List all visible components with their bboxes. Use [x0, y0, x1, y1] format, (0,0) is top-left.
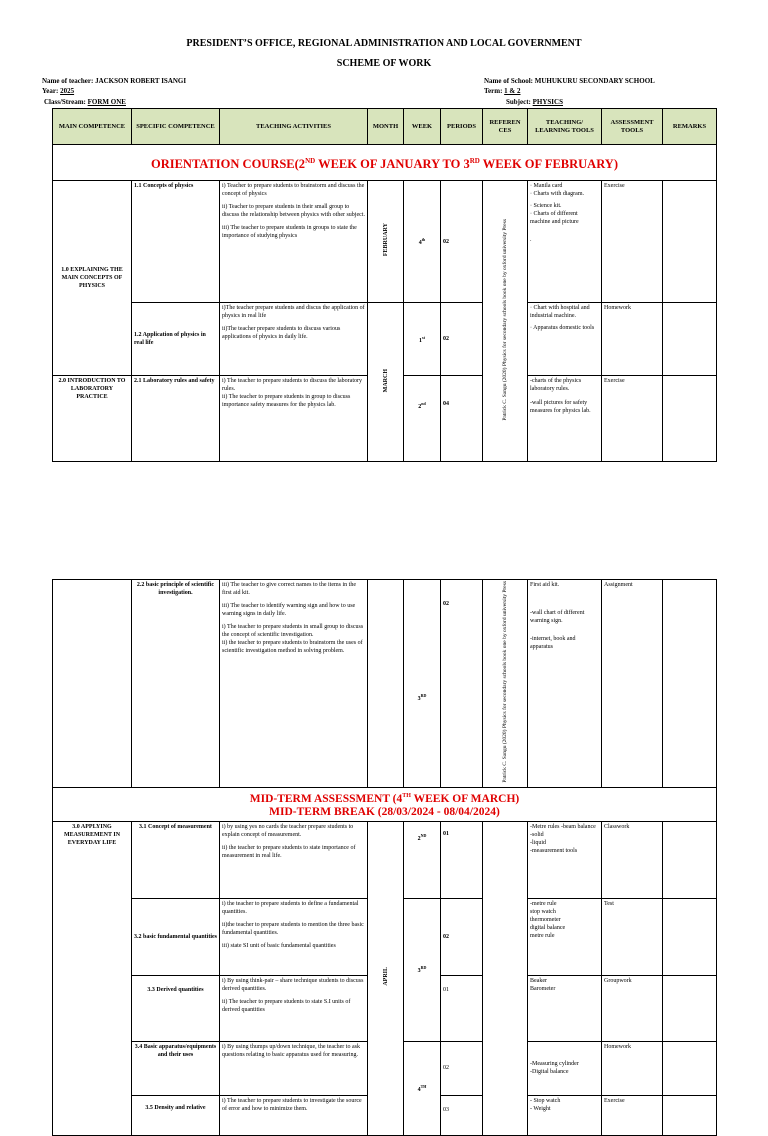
periods-cell: 02 [441, 181, 483, 303]
class-line [44, 98, 126, 106]
month-label: APRIL [382, 967, 389, 986]
remarks-cell [663, 975, 717, 1041]
assessment-tools: Homework [602, 303, 663, 376]
teaching-activities: i) by using yes no cards the teacher prepare students to explain concept of measurement. ii) the teacher to prepare students to state importance of measurement in real life. [220, 821, 368, 898]
main-competence [53, 580, 132, 788]
remarks-cell [663, 580, 717, 788]
month-cell [368, 821, 404, 1135]
teaching-activities: iii) The teacher to give correct names to the items in the first aid kit. iii) The teacher to identify warning sign and how to use warning signs in daily life. i) The teacher to prepare students in small group to discuss the concept of scientific investigation. ii) the teacher to prepare students to brainstorm the uses of scientific investigation method in solving problem. [220, 580, 368, 788]
teacher-name: JACKSON ROBERT ISANGI [95, 77, 187, 85]
periods-cell: 02 [441, 898, 483, 975]
col-periods: PERIODS [441, 109, 483, 145]
class-label: Class/Stream: [44, 98, 86, 106]
week-cell: 4th [404, 181, 441, 303]
learning-tools: -charts of the physics laboratory rules. -wall pictures for safety measures for physics lab. [528, 376, 602, 462]
specific-competence: 3.3 Derived quantities [132, 975, 220, 1041]
table-row [53, 181, 717, 303]
year-label: Year: [42, 87, 59, 95]
references-cell [483, 821, 528, 1135]
col-main-competence: MAIN COMPETENCE [53, 109, 132, 145]
specific-competence: 3.4 Basic apparatus/equipments and their uses [132, 1041, 220, 1095]
periods-cell: 02 [441, 580, 483, 788]
learning-tools: -metre rule stop watch thermometer digital balance metre rule [528, 898, 602, 975]
year-value: 2025 [60, 87, 75, 95]
orientation-banner: ORIENTATION COURSE(2ND WEEK OF JANUARY TO 3RD WEEK OF FEBRUARY) [53, 145, 717, 181]
class-value: FORM ONE [87, 98, 126, 106]
assessment-tools: Classwork [602, 821, 663, 898]
remarks-cell [663, 898, 717, 975]
midterm-banner: MID-TERM ASSESSMENT (4TH WEEK OF MARCH) MID-TERM BREAK (28/03/2024 - 08/04/2024) [53, 787, 717, 821]
periods-cell: 02 [441, 1041, 483, 1095]
remarks-cell [663, 821, 717, 898]
specific-competence: 3.1 Concept of measurement [132, 821, 220, 898]
references-cell [483, 580, 528, 788]
periods-cell: 02 [441, 303, 483, 376]
week-cell: 3RD [404, 580, 441, 788]
table-row [53, 303, 717, 376]
teaching-activities: i)The teacher prepare students and discus the application of physics in real life ii)The teacher prepare students to discuss various applications of physics in daily life. [220, 303, 368, 376]
main-competence: 1.0 EXPLAINING THE MAIN CONCEPTS OF PHYSICS [53, 181, 132, 376]
teaching-activities: i) By using think-pair – share technique students to discuss derived quantities. ii) The teacher to prepare students to state S.I units of derived quantities [220, 975, 368, 1041]
teaching-activities: i) The teacher to prepare students to discuss the laboratory rules. ii) The teacher to prepare students in group to discuss importance safety measures for the physics lab. [220, 376, 368, 462]
col-specific-competence: SPECIFIC COMPETENCE [132, 109, 220, 145]
teacher-line [42, 77, 186, 85]
learning-tools: First aid kit. -wall chart of different warning sign. -internet, book and apparatus [528, 580, 602, 788]
orientation-banner-row [53, 145, 717, 181]
specific-competence: 3.2 basic fundamental quantities [132, 898, 220, 975]
learning-tools: · Chart with hospital and industrial machine. · Apparatus domestic tools [528, 303, 602, 376]
school-name: MUHUKURU SECONDARY SCHOOL [534, 77, 655, 85]
month-cell [368, 580, 404, 788]
remarks-cell [663, 1095, 717, 1135]
teaching-activities: i) By using thumps up/down technique, the teacher to ask questions relating to basic apparatus used for measuring. [220, 1041, 368, 1095]
col-month: MONTH [368, 109, 404, 145]
midterm-banner-row [53, 787, 717, 821]
reference-text: Patrick C. Sangu (2020) Physics for secondary schools book one by oxford university Press [502, 581, 508, 783]
table-row [53, 821, 717, 898]
specific-competence: 2.2 basic principle of scientific investigation. [132, 580, 220, 788]
assessment-tools: Exercise [602, 181, 663, 303]
specific-competence: 1.1 Concepts of physics [132, 181, 220, 303]
subject-value: PHYSICS [532, 98, 563, 106]
scheme-table-1 [52, 108, 717, 462]
scheme-table-2 [52, 579, 717, 1136]
term-value: 1 & 2 [504, 87, 521, 95]
periods-cell: 03 [441, 1095, 483, 1135]
assessment-tools: Groupwork [602, 975, 663, 1041]
remarks-cell [663, 181, 717, 303]
header-row [53, 109, 717, 145]
col-assessment-tools: ASSESSMENT TOOLS [602, 109, 663, 145]
main-competence: 3.0 APPLYING MEASUREMENT IN EVERYDAY LIFE [53, 821, 132, 1135]
col-teaching-tools: TEACHING/ LEARNING TOOLS [528, 109, 602, 145]
specific-competence: 2.1 Laboratory rules and safety [132, 376, 220, 462]
subject-line [506, 98, 563, 106]
main-competence: 2.0 INTRODUCTION TO LABORATORY PRACTICE [53, 376, 132, 462]
specific-competence: 1.2 Application of physics in real life [132, 303, 220, 376]
month-label: MARCH [382, 368, 389, 393]
col-remarks: REMARKS [663, 109, 717, 145]
col-references: REFEREN CES [483, 109, 528, 145]
learning-tools: - Stop watch - Weight [528, 1095, 602, 1135]
week-cell: 3RD [404, 898, 441, 1041]
remarks-cell [663, 1041, 717, 1095]
doc-title: SCHEME OF WORK [336, 58, 432, 69]
week-cell: 4TH [404, 1041, 441, 1135]
assessment-tools: Homework [602, 1041, 663, 1095]
learning-tools: -Metre rules -beam balance -solid -liquid -measurement tools [528, 821, 602, 898]
remarks-cell [663, 303, 717, 376]
assessment-tools: Exercise [602, 1095, 663, 1135]
assessment-tools: Test [602, 898, 663, 975]
assessment-tools: Assignment [602, 580, 663, 788]
teacher-label: Name of teacher: [42, 77, 94, 85]
year-line [42, 87, 74, 95]
reference-text: Patrick C. Sangu (2020) Physics for secondary schools book one by oxford university Press [502, 218, 508, 421]
teaching-activities: i) The teacher to prepare students to investigate the source of error and how to minimize them. [220, 1095, 368, 1135]
subject-label: Subject: [506, 98, 531, 106]
periods-cell: 01 [441, 975, 483, 1041]
specific-competence: 3.5 Density and relative [132, 1095, 220, 1135]
learning-tools: -Measuring cylinder -Digital balance [528, 1041, 602, 1095]
periods-cell: 01 [441, 821, 483, 898]
periods-cell: 04 [441, 376, 483, 462]
remarks-cell [663, 376, 717, 462]
learning-tools: · Manila card · Charts with diagram. · Science kit. · Charts of different machine and picture . [528, 181, 602, 303]
month-cell [368, 181, 404, 303]
references-cell [483, 181, 528, 462]
week-cell: 2nd [404, 376, 441, 462]
week-cell: 2ND [404, 821, 441, 898]
table-row [53, 580, 717, 788]
term-line [484, 87, 521, 95]
term-label: Term: [484, 87, 503, 95]
teaching-activities: i) the teacher to prepare students to define a fundamental quantities. ii)the teacher to prepare students to mention the three basic fundamental quantities. iii) state SI unit of basic fundamental quantities [220, 898, 368, 975]
col-week: WEEK [404, 109, 441, 145]
school-line [484, 77, 655, 85]
col-teaching-activities: TEACHING ACTIVITIES [220, 109, 368, 145]
month-label: FEBRUARY [382, 223, 389, 257]
teaching-activities: i) Teacher to prepare students to brainstorm and discuss the concept of physics ii) Teacher to prepare students in their small group to discuss the relationship between physics with other subject. iii) The teacher to prepare students in groups to state the importance of studying physics [220, 181, 368, 303]
assessment-tools: Exercise [602, 376, 663, 462]
school-label: Name of School: [484, 77, 533, 85]
learning-tools: Beaker Barometer [528, 975, 602, 1041]
month-cell [368, 303, 404, 462]
week-cell: 1st [404, 303, 441, 376]
org-title: PRESIDENT’S OFFICE, REGIONAL ADMINISTRATION AND LOCAL GOVERNMENT [186, 38, 582, 49]
